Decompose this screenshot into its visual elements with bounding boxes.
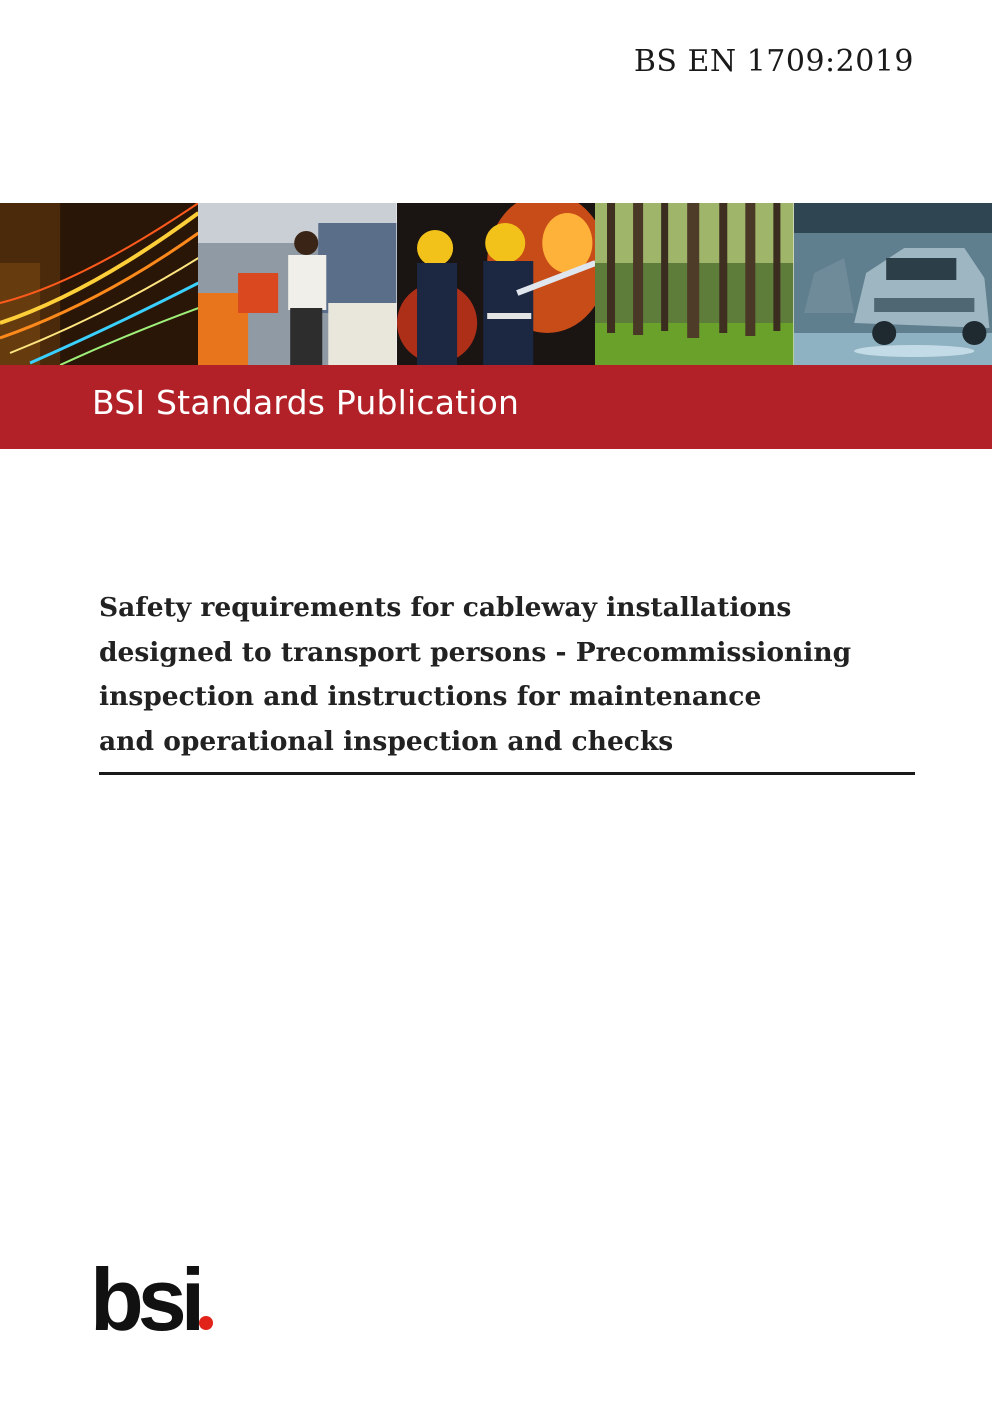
title-line: and operational inspection and checks bbox=[99, 725, 674, 757]
series-banner bbox=[0, 365, 992, 449]
bsi-logo bbox=[90, 1252, 220, 1342]
cover-photo-strip bbox=[0, 203, 992, 365]
forest-image bbox=[595, 203, 793, 365]
title-line: Safety requirements for cableway installations bbox=[99, 592, 792, 623]
title-line: designed to transport persons - Precommissioning bbox=[99, 636, 852, 668]
series-label: BSI Standards Publication bbox=[92, 383, 520, 422]
bsi-logo-text: bsi bbox=[90, 1252, 200, 1342]
title-divider bbox=[99, 772, 915, 775]
title-line: inspection and instructions for maintenance bbox=[99, 681, 762, 712]
firefighters-image bbox=[397, 203, 595, 365]
logo-dot-icon bbox=[199, 1316, 213, 1330]
document-title bbox=[99, 586, 915, 764]
light-trails-image bbox=[0, 203, 198, 365]
warehouse-worker-image bbox=[198, 203, 396, 365]
standard-number: BS EN 1709:2019 bbox=[633, 44, 914, 79]
car-assembly-line-image bbox=[794, 203, 992, 365]
